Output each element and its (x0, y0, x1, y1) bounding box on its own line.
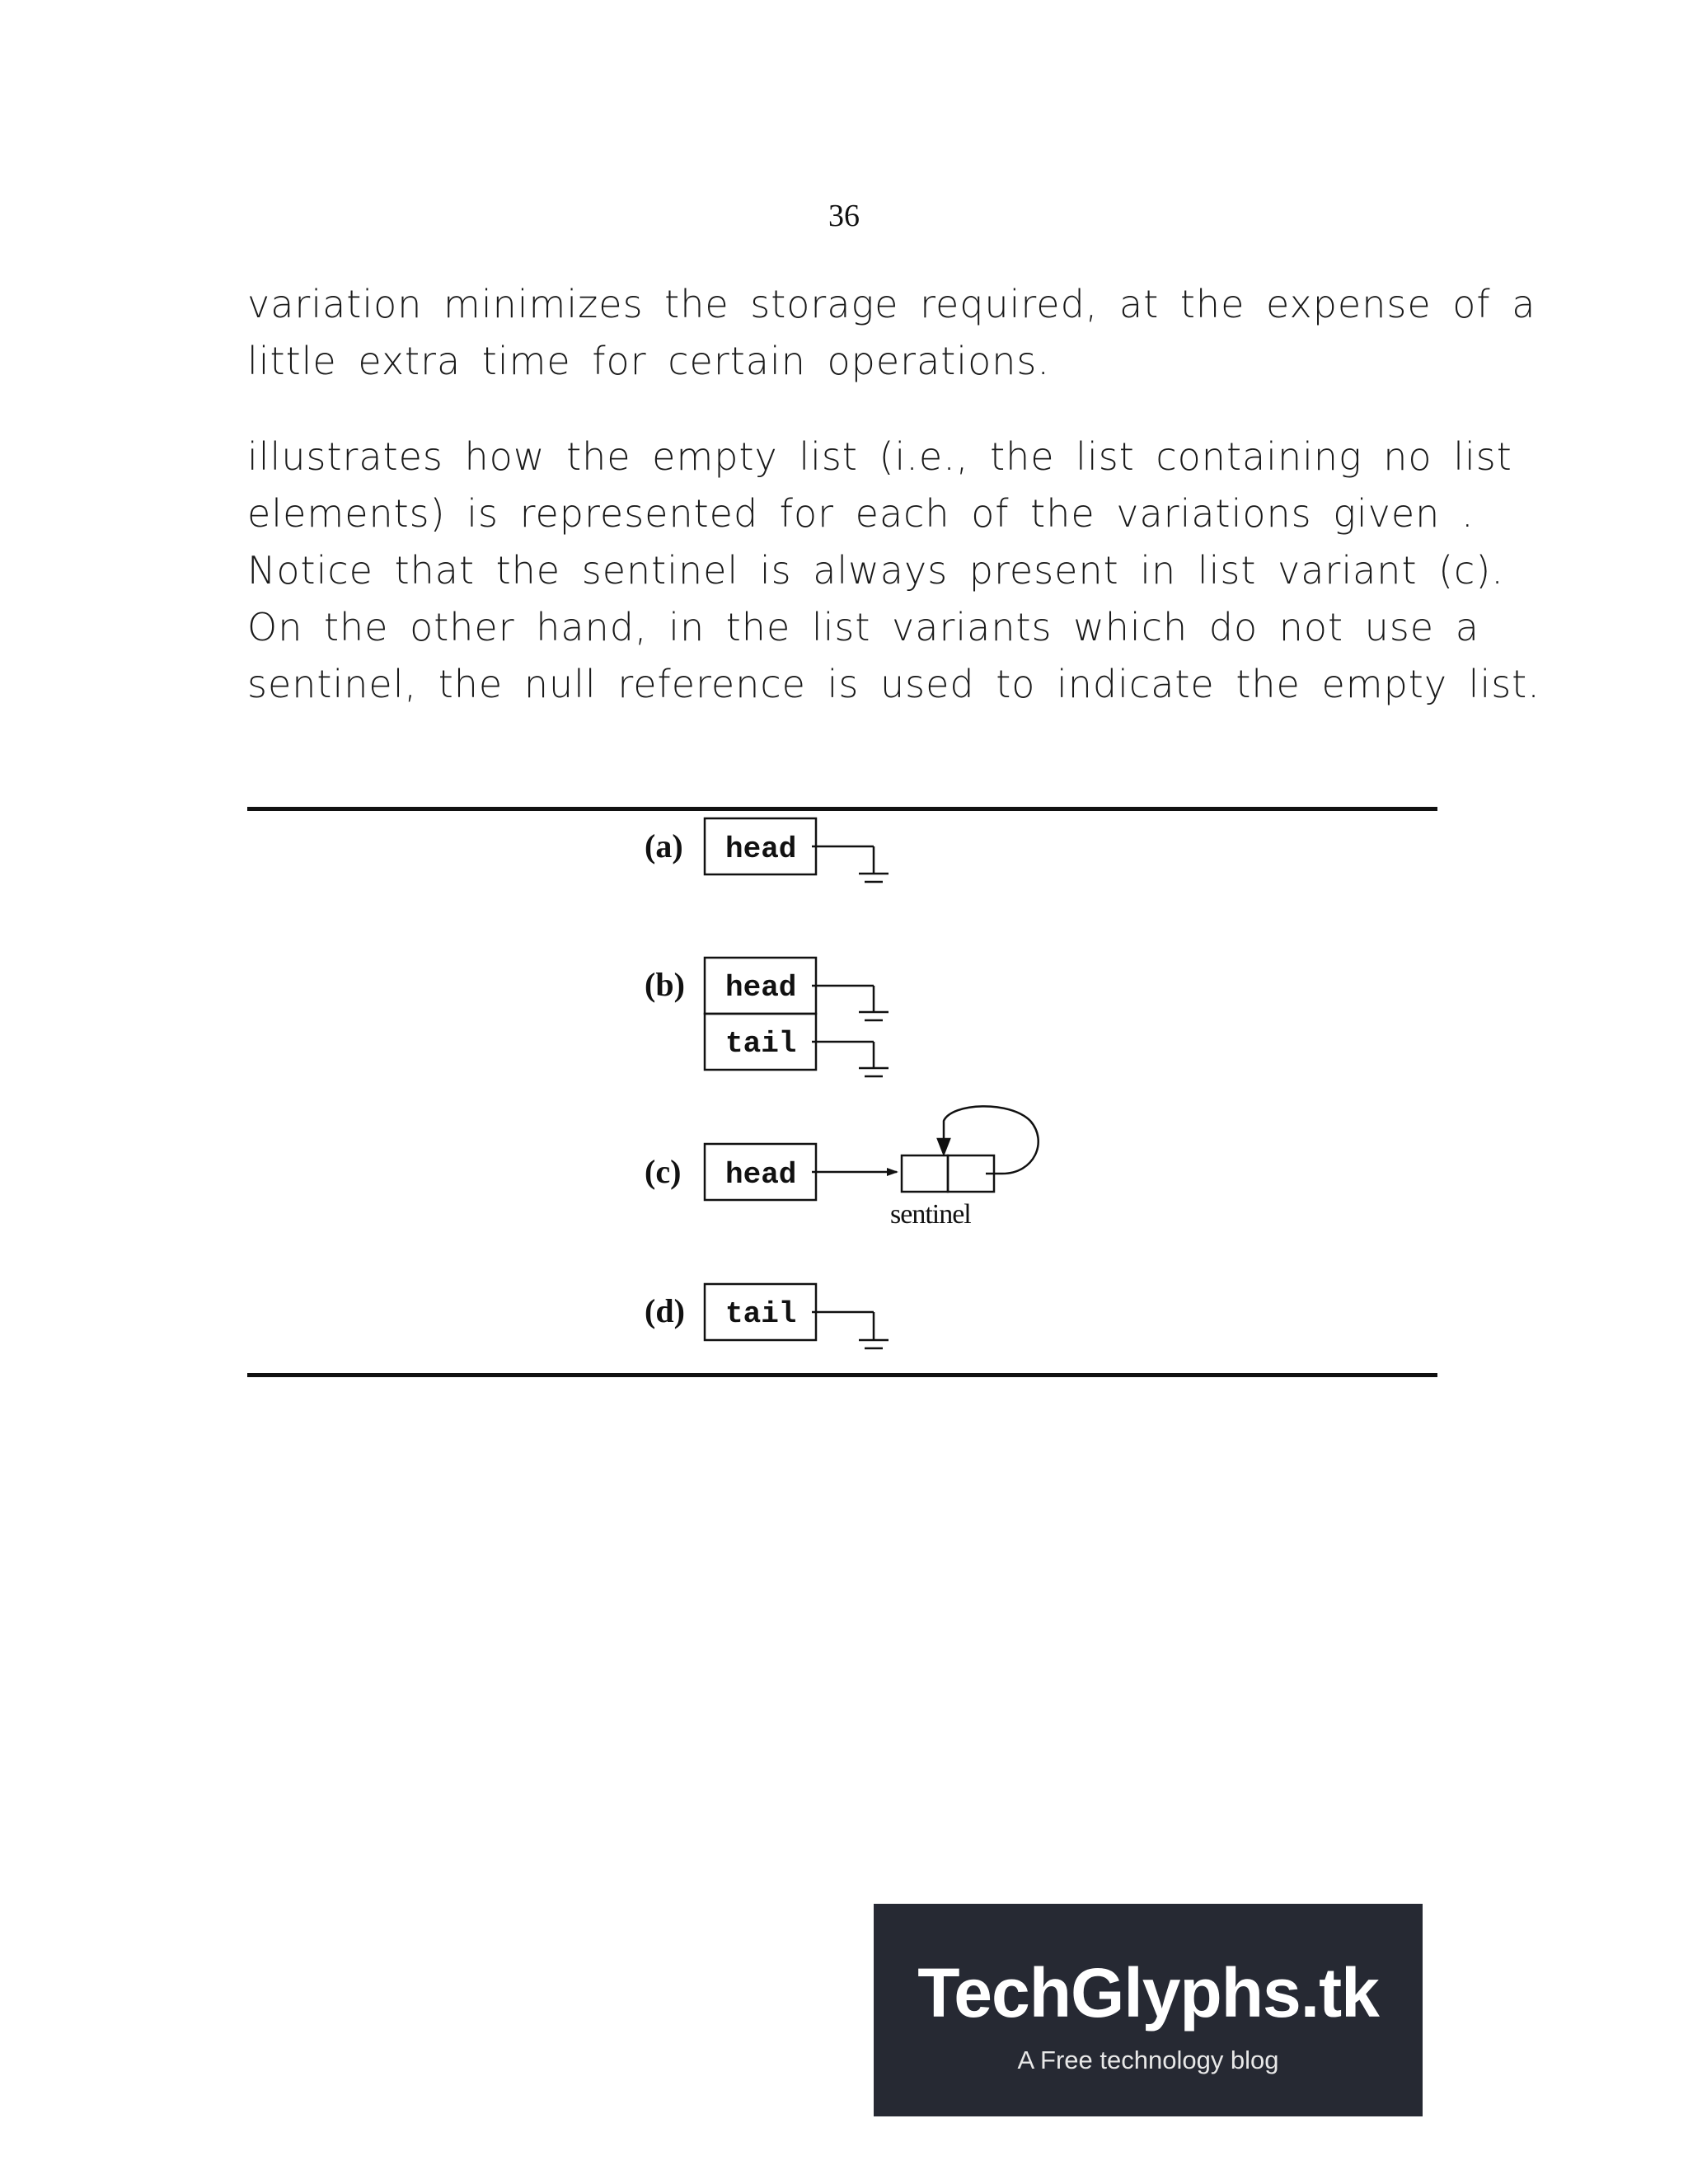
paragraph-line: variation minimizes the storage required, at the expense of a (247, 282, 1536, 326)
field-label: head (725, 1158, 797, 1192)
paragraph-line: elements) is represented for each of the variations given . (247, 491, 1475, 536)
field-label: head (725, 971, 797, 1005)
paragraph-line: illustrates how the empty list (i.e., the list containing no list (247, 434, 1512, 479)
sentinel-self-loop (944, 1106, 1039, 1174)
field-label: tail (725, 1027, 797, 1061)
paragraph-1 (247, 276, 1536, 390)
variant-label: (b) (645, 966, 685, 1003)
paragraph-line: On the other hand, in the list variants which do not use a (247, 605, 1479, 649)
empty-list-figure (626, 816, 1071, 1368)
variant-label: (d) (645, 1292, 685, 1329)
field-label: head (725, 832, 797, 866)
page-number: 36 (828, 199, 860, 233)
field-label: tail (725, 1297, 797, 1331)
sentinel-loop-arrowhead (938, 1139, 950, 1154)
variant-label: (a) (645, 827, 683, 865)
figure-bottom-rule (247, 1373, 1437, 1377)
paragraph-line: little extra time for certain operations. (247, 339, 1050, 383)
variant-label: (c) (645, 1153, 682, 1190)
paragraph-line: Notice that the sentinel is always present in list variant (c). (247, 548, 1504, 593)
logo-title: TechGlyphs.tk (917, 1954, 1379, 2032)
figure-top-rule (247, 807, 1437, 811)
sentinel-label: sentinel (890, 1199, 971, 1230)
paragraph-line: sentinel, the null reference is used to indicate the empty list. (247, 662, 1540, 706)
empty-list-diagram (626, 816, 1071, 1368)
techglyphs-logo (874, 1904, 1423, 2116)
sentinel-node-left (902, 1155, 948, 1192)
paragraph-2 (247, 429, 1540, 713)
logo-subtitle: A Free technology blog (1017, 2046, 1279, 2074)
